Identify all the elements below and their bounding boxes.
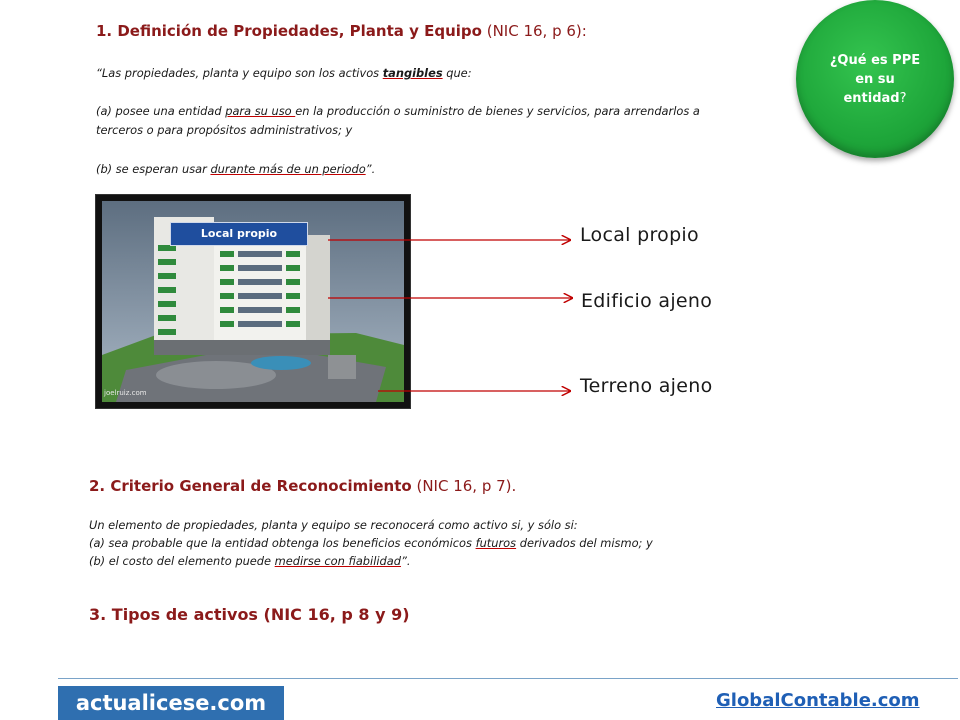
section1-title: 1. Definición de Propiedades, Planta y Equipo [96,22,482,40]
callout-terreno-ajeno: Terreno ajeno [580,375,713,397]
underline-durante: durante más de un periodo [210,162,366,176]
globalcontable-logo[interactable]: GlobalContable.com [716,690,920,711]
section1-item-a: (a) posee una entidad para su uso en la producción o suministro de bienes y servicios, para arrendarlos a terceros o para propósitos administrativos; y [96,104,700,137]
footer-divider [58,678,958,679]
section2-body: Un elemento de propiedades, planta y equipo se reconocerá como activo si, y sólo si: (a) sea probable que la entidad obtenga los beneficios económicos futuros derivados del mismo; y (b) el costo del elemento puede medirse con fiabilidad”. [89,518,653,568]
underline-futuros: futuros [475,536,517,550]
section2-ref: (NIC 16, p 7). [411,477,517,495]
section1-quote: “Las propiedades, planta y equipo son los activos tangibles que: [96,66,472,80]
ppe-question-badge: ¿Qué es PPE en su entidad? [796,0,954,158]
section3-heading: 3. Tipos de activos (NIC 16, p 8 y 9) [89,605,410,624]
photo-label-local-propio: Local propio [170,222,308,246]
callout-local-propio: Local propio [580,224,699,246]
underline-medirse: medirse con fiabilidad [274,554,401,568]
section2-title: 2. Criterio General de Reconocimiento [89,477,412,495]
underline-para-su-uso: para su uso [225,104,296,118]
actualicese-logo[interactable]: actualicese.com [58,686,284,720]
section1-ref: (NIC 16, p 6): [481,22,587,40]
photo-watermark: joelruiz.com [104,389,147,397]
section2-heading [89,477,516,495]
callout-edificio-ajeno: Edificio ajeno [581,290,713,312]
section1-item-b: (b) se esperan usar durante más de un periodo”. [96,162,376,176]
underline-tangibles: tangibles [382,66,443,80]
